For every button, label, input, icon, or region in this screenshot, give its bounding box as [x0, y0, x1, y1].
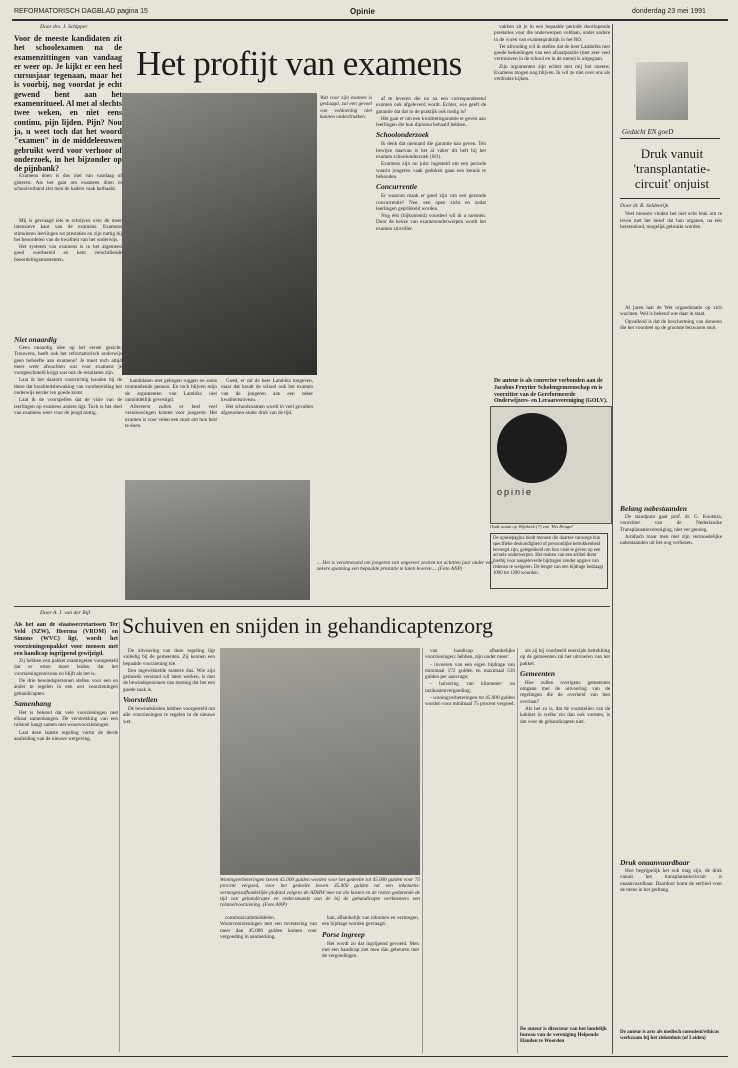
article2-byline: Door A. J. van der Bijl [40, 610, 91, 616]
article1-subhead-2: Schoolonderzoek [376, 130, 429, 140]
page-header-left: REFORMATORISCH DAGBLAD pagina 15 [14, 8, 148, 15]
article1-photo-graduate [122, 93, 317, 375]
section-title: Opinie [350, 7, 375, 16]
opinie-logo-caption: Oude naam op Wijnbeek (?) van 'Het Hengel' [490, 524, 574, 529]
article1-subhead-1: Niet onaardig [14, 335, 57, 344]
opinie-logo-box [490, 406, 612, 524]
article2-photo-wheelchair [220, 648, 420, 875]
article2-col3: communicatiemiddelen. Woonvoorzieningen met een investering van meer dan 45.000 gulden komen voor vergoeding in aanmerking. [220, 915, 317, 940]
article2-subhead-4: Gemeenten [520, 668, 555, 678]
article2-headline: Schuiven en snijden in gehandicaptenzorg [122, 613, 494, 638]
article1-byline: Door drs. J. Schipper [40, 24, 88, 30]
article3-subhead-1: Belang nabestaanden [620, 504, 687, 513]
column-logo: Gedacht EN goeD [622, 128, 674, 136]
article2-col4: kan, afhankelijk van inkomen en vermogen, een bijdrage worden gevraagd. Porse ingreep Het wordt zo dat ingrijpend gevoeld. Men met een handicap ziet men dan gebeuren met de vergoedingen. [322, 915, 419, 960]
article2-col2: De uitvoering van deze regeling ligt volledig bij de gemeenten. Zij kennen een bepaalde voorziening toe. Een ingewikkelde materie dus. Wie zijn gemoeds verstand wil laten werken, is met de bewindspersonen van mening dat het een goede zaak is. Voorstellen De bewindslieden hebben voorgesteld om alle voorzieningen te regelen in de nieuwe wet. [123, 648, 215, 725]
article2-subhead-1: Samenhang [14, 698, 52, 708]
article1-headline: Het profijt van examens [136, 44, 462, 83]
article3-headline: Druk vanuit 'transplantatie-circuit' onjuist [633, 146, 711, 191]
opinie-info-box: De opiniepagina biedt mensen die daartoe vanwege hun specifieke deskundigheid of persoonlijke betrokkenheid bevoegd zijn, gelegenheid om hun visie te geven op een actuele onderwerpen. Het maken van een artikel dient hierbij voor aangeleverde bijdragen zonder opgave van redenen te weigeren. De lengte van een bijdrage bedraagt 1000 tot 1200 woorden. [490, 533, 608, 589]
article2-lead: Als het aan de staatssecretarissen Ter Veld (SZW), Heerma (VROM) en Simons (WVC) ligt, wordt het voorzieningenpakket voor mensen met een handicap ingrijpend gewijzigd. [14, 622, 118, 657]
article1-lead: Voor de meeste kandidaten zit het schoolexamen na de examenzittingen van vandaag er weer op. Je kijkt er een heel cursusjaar tegenaan, maar het is voorbij, nog voordat je echt gewend bent aan het examenritueel. Al met al slechts twee weken, en niet eens continu, pijn lijden. Pijn? Nou ja, u weet toch dat het woord "examen" in de middeleeuwen gebruikt werd voor verhoor of onderzoek, in het bijzonder op de pijnbank? [14, 34, 122, 174]
article1-photo-classroom [125, 480, 310, 600]
opinie-logo-word: opinie [497, 487, 534, 497]
article1-col2-body: kandidaten met gebogen ruggen en soms trommelende pennen. En toch blijven mijn de argumenten van Lambiks niet onmiddellijk gevestigd. Allereerst zullen er heel veel vernieuwingen komen voor jongeren. Het examen is voor velen een stoot om hun best te doen. [125, 378, 217, 430]
article3-author-box: De auteur is arts als medisch consulent/ethicus werkzaam bij het ziekenhuis (of Leiden) [620, 1030, 720, 1041]
article3-col-body3: De standpunt gaat prof. dr. G. Kootstra, voorzitter van de Nederlandse Transplantatievereniging, niet ver genoeg. Juridisch maar men niet zijn vermoedelijke nabestaanden uit het oog verliezen. [620, 514, 722, 547]
article1-lead-col: Voor de meeste kandidaten zit het schoolexamen na de examenzittingen van vandaag er weer op. Je kijkt er een heel cursusjaar tegenaan, maar het is voorbij, nog voordat je echt gewend bent aan het examenritueel. Al met al slechts twee weken, en niet eens continu, pijn lijden. Pijn? Nou ja, u weet toch dat het woord "examen" in de middeleeuwen gebruikt werd voor verhoor of onderzoek, in het bijzonder op de pijnbank? Examens doen is dus niet van vandaag of gisteren. Als het gaat om examens doen in schoolverband ziet men de kaders vaak herhaald. [14, 34, 122, 193]
article1-col1-body: Mij is gevraagd iets te schrijven over de meer intensieve kant van de examens. Examens stimuleren leerlingen tot prestaties en zijn nuttig bij het beoordelen van de kwaliteit van het onderwijs. Het systeem van examens is in het algemeen goed voorbereid en kent verschillende beoordelingsmomenten. [14, 218, 122, 263]
article2-subhead-2: Voorstellen [123, 695, 158, 705]
article2-caption: Woningverbeteringen boven 45.000 gulden worden voor het gedeelte tot 45.000 gulden voor 75 procent vergoed, voor het gedeelte boven 45.000 gulden tot een inkomens-vermogensafhankelijke plafond volgens de ADHW mee tot die kosten en de resten gedurende de tijd van gehandicapte en ondersteunde aan de bij de gehandicapte werknemers een rolstoelvoorziening. (Foto ANP) [220, 877, 420, 909]
article1-col3-body: Goed, er zal de heer Lambiks toegeven, maar dat houdt de school ook het examen van de jongeren aan een zeker kwaliteitsniveau. Het schoolexamen wordt in veel gevallen afgenomen onder druk van de tijd. [221, 378, 313, 417]
article3-col-body4: Hoe begrijpelijk het ook mag zijn, de druk vanuit het transplantatiecircuit is onaanvaardbaar. Daardoor komt de eerbied voor de mens in het gedrang. [620, 868, 722, 893]
article3-byline: Door dr. R. Seldenrijk [620, 203, 669, 209]
page-header-date: donderdag 23 mei 1991 [632, 8, 706, 15]
article2-col6: als zij bij voorbeeld enerzijds betrekking op de gemeenten zal het uitvoeren van het pakket. Gemeenten Hoe zullen overigens gemeenten omgaan met de uitvoering van de regelingen die de overheid van hen overlaat? Als het zo is, dat de voorstellen van de kabinet in welke zin dan ook vormen, is dat voor de gehandicapten niet. [520, 648, 610, 725]
article2-author-box: De auteur is directeur van het landelijk bureau van de vereniging Helpende Handen te Woerden [520, 1026, 607, 1044]
article3-col-body2: Al jaren laat de Wet organdonatie op zich wachten. Wel is bekend wat daar in staat. Opvallend is dat de bescherming van donoren die het voordeel op de grootste bezwaren stuit. [620, 305, 722, 331]
article1-caption2: ... Het is verantwoord om jongeren van ongeveer zestien tot achttien jaar onder een zekere spanning een bepaalde prestatie te laten leveren.... (Foto ANP) [317, 560, 493, 573]
article1-col1-body2: Geen onaardig idee op het eerste gezicht. Trouwens, heeft ook het reformatorisch onderwijs geen behoefte aan examens? Je moet toch altijd meer weer afwachten wat voor examens je voorgeschoteld krijgt wat ook de resultaten zijn. Laat ik het daarom voorzichtig houden bij de these dat kwaliteitsbewaking van voorbereiding het onderwijs eerder ten goede komt. Laat ik de voorspellen dat de visie van de leerlingen op examens anders ligt. Toch is het doel van examens weer voor de jeugd nuttig. [14, 345, 122, 416]
article1-col4-body: af te leveren die nu na een corresponderend examen ook afgeleverd wordt. Echter, wie geeft de garantie dat dat in de praktijk ook nodig is? Het gaat er om een kwaliteitsgarantie te geven aan leerlingen die hun diploma behaald hebben. Schoolonderzoek Ik denk dat niemand die garantie kan geven. Ten bewijze daarvan is het al vaker dit heft bij het examen schoolonderzoek (SO). Examens zijn nu juist ingesteld om een periode waarin jongeren vaak gedoken gaan een kennis te behouden. Concurrentie Er waarom maak er goed zijn van een gezonde concurrentie? Nee, een open zicht en zodat leerlingen geprikkeld worden. Nog één (bijkomend) voordeel wil ik u noemen. Door de keuze van examenonderwerpen wordt het examen zinvoller. [376, 96, 486, 232]
article2-col5: van handicap afhankelijke voorzieningen: hebben, zijn onder meer: - invoeren van een eigen bijdrage van minimaal 172 gulden en maximaal 516 gulden per aanvrage; - halvering van kilometer- en taxikostenvergoeding; - woningverbeteringen tot 45.000 gulden worden voor minimaal 75 procent vergoed. [425, 648, 515, 708]
article1-caption1: Wat voor zijn examen is geslaagd, zal een gevoel van voldoening niet kunnen onderdrukken. [320, 95, 372, 120]
article2-subhead-3: Porse ingreep [322, 929, 365, 939]
author-portrait [636, 62, 688, 120]
article3-col-body1: Door dr. R. Seldenrijk Veel mensen vinden het niet echt leuk om te leven met het besef dat hun organen, na een hersendood, mogelijk gebruikt worden. [620, 203, 722, 230]
article1-author-box: De auteur is als conrector verbonden aan de Jacobus Fruytier Scholengemeenschap en is voorzitter van de Gereformeerde Onderwijzers- en Leraarsvereniging (GOLV). [494, 378, 608, 405]
article2-col1: Als het aan de staatssecretarissen Ter Veld (SZW), Heerma (VROM) en Simons (WVC) ligt, wordt het voorzieningenpakket voor mensen met een handicap ingrijpend gewijzigd. Zij hebben een pakket maatregelen voorgesteld dat er ertoe moet leiden dat het voorzieningenniveau zo blijft als het is. De drie bewindspersonen stellen voor een en ander te regelen in een wet voorzieningen gehandicapten. Samenhang Het is bekend dat vele voorzieningen met elkaar samenhangen. De verstrekking van een rolstoel hangt samen met woonvoorzieningen. Laat deze laatste regeling vormt de derde aanleiding van de nieuwe wetgeving. [14, 622, 118, 742]
article3-subhead-2: Druk onaanvaardbaar [620, 858, 690, 867]
opinie-logo-circle [497, 413, 567, 483]
article1-subhead-3: Concurrentie [376, 182, 418, 192]
article1-col5-body: vakken zit je in een bepaalde periode doorlopende prestaties voor die onderwerpen voldaan, onder andere in de voren van examenpraktijk in het RO. Ter afronding wil ik stellen dat de heer Lambriks met goede bedoelingen van een afzaalpositie (met zeer veel vertrouwen in de school en in de mens) is uitgegaan. Zijn argumenten zijn echter met mij het oneens. Examens mogen nog blijven. Ik wil ze niet over ons als verdrukte kijken. [494, 24, 610, 83]
